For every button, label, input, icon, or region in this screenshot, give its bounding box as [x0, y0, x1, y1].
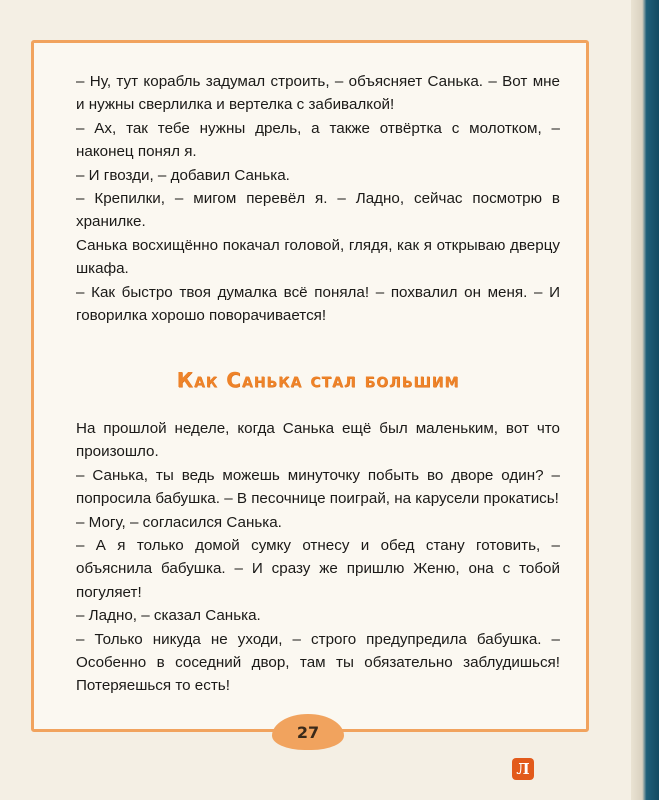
paragraph: – Ах, так тебе нужны дрель, а также отвёртка с молотком, – наконец понял я. — [76, 119, 560, 161]
paragraph: – А я только домой сумку отнесу и обед стану готовить, – объяснила бабушка. – И сразу же пришлю Женю, она с тобой погуляет! — [76, 537, 560, 601]
chapter-heading: Как Санька стал большим — [176, 368, 460, 392]
paragraph: На прошлой неделе, когда Санька ещё был маленьким, вот что произошло. — [76, 420, 560, 461]
paragraph: – Крепилки, – мигом перевёл я. – Ладно, сейчас посмотрю в хранилке. — [76, 190, 560, 231]
paragraph: – Только никуда не уходи, – строго предупредила бабушка. – Особенно в соседний двор, там ты обязательно заблудишься! Потеряешься то есть! — [76, 630, 560, 695]
text-block-top — [76, 70, 560, 327]
page-number: 27 — [296, 722, 320, 742]
paragraph: – Ну, тут корабль задумал строить, – объясняет Санька. – Вот мне и нужны сверлилка и вертелка с забивалкой! — [76, 73, 560, 114]
paragraph: Санька восхищённо покачал головой, глядя, как я открываю дверцу шкафа. — [76, 236, 560, 278]
paragraph: – Могу, – согласился Санька. — [76, 513, 282, 531]
paragraph: – И гвозди, – добавил Санька. — [76, 166, 290, 184]
text-block-bottom — [76, 417, 560, 698]
paragraph: – Санька, ты ведь можешь минуточку побыть во дворе один? – попросила бабушка. – В песочнице поиграй, на карусели прокатись! — [76, 466, 560, 508]
logo-letter: Л — [516, 759, 530, 778]
paragraph: – Ладно, – сказал Санька. — [76, 607, 261, 625]
paragraph: – Как быстро твоя думалка всё поняла! – похвалил он меня. – И говорилка хорошо поворачивается! — [76, 283, 560, 325]
labirint-logo-icon — [512, 758, 534, 780]
page-number-tab — [272, 714, 344, 750]
book-page-edge — [631, 0, 659, 800]
